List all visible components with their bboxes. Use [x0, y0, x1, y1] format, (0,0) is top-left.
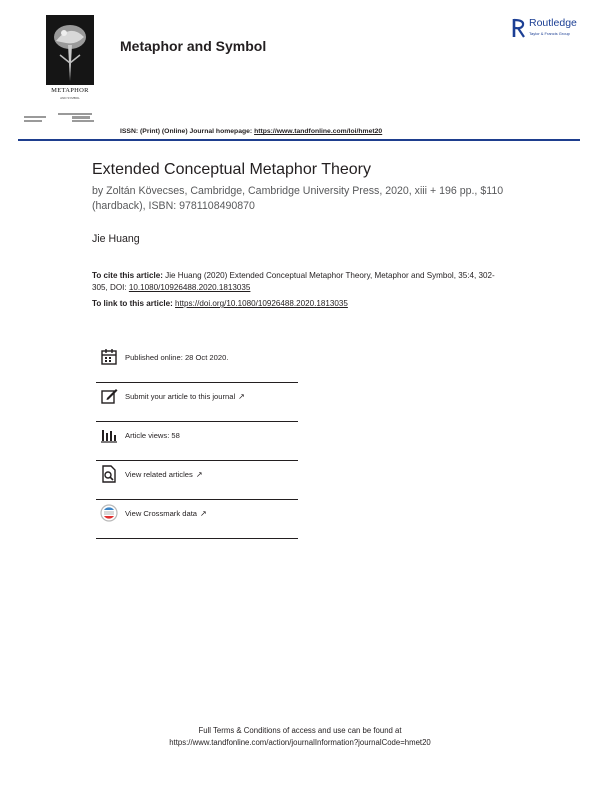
- journal-cover: [44, 15, 96, 120]
- author-name: Jie Huang: [92, 233, 140, 245]
- document-search-icon: [100, 465, 118, 483]
- header-divider: [18, 139, 580, 141]
- publisher-subtitle: Taylor & Francis Group: [529, 31, 570, 36]
- crossmark-icon: [100, 504, 118, 522]
- issn-label: ISSN: (Print) (Online) Journal homepage:: [120, 128, 253, 135]
- published-row: [96, 344, 298, 383]
- calendar-icon: [100, 348, 118, 366]
- cover-subtitle: AND SYMBOL: [60, 96, 80, 100]
- routledge-logo: [512, 17, 592, 41]
- review-byline: by Zoltán Kövecses, Cambridge, Cambridge University Press, 2020, xiii + 196 pp., $110 (hardback), ISBN: 9781108490870: [92, 185, 504, 212]
- submit-link[interactable]: [125, 392, 245, 401]
- crossmark-row[interactable]: [96, 500, 298, 539]
- footer-terms-link[interactable]: https://www.tandfonline.com/action/journalInformation?journalCode=hmet20: [169, 738, 431, 747]
- submit-label: Submit your article to this journal: [125, 392, 236, 401]
- related-row[interactable]: [96, 461, 298, 500]
- bar-chart-icon: [100, 426, 118, 444]
- related-label: View related articles: [125, 470, 193, 479]
- citation: [92, 270, 502, 293]
- journal-title: Metaphor and Symbol: [120, 38, 267, 54]
- cite-label: To cite this article:: [92, 271, 163, 280]
- cite-text: Jie Huang (2020) Extended Conceptual Metaphor Theory, Metaphor and Symbol, 35:4, 302-305, DOI:: [92, 271, 495, 292]
- external-link-icon: ↗: [195, 470, 203, 479]
- crossmark-link[interactable]: [125, 509, 207, 518]
- crossmark-label: View Crossmark data: [125, 509, 198, 518]
- external-link-icon: ↗: [238, 392, 245, 401]
- publisher-name: Routledge: [529, 17, 577, 29]
- article-doi-url[interactable]: https://doi.org/10.1080/10926488.2020.1813035: [175, 299, 348, 308]
- external-link-icon: ↗: [200, 509, 207, 518]
- routledge-r-icon: [512, 17, 526, 39]
- article-title: Extended Conceptual Metaphor Theory: [92, 161, 371, 178]
- article-views: Article views: 58: [125, 431, 180, 440]
- submit-row[interactable]: [96, 383, 298, 422]
- doi-link[interactable]: 10.1080/10926488.2020.1813035: [128, 282, 251, 292]
- article-link-line: [92, 299, 348, 308]
- journal-homepage-link[interactable]: https://www.tandfonline.com/loi/hmet20: [254, 128, 383, 135]
- cover-publisher-line: [58, 113, 92, 115]
- article-info-list: [96, 344, 298, 539]
- footer-terms-text: Full Terms & Conditions of access and use can be found at: [198, 726, 402, 735]
- related-articles-link[interactable]: [125, 470, 203, 479]
- footer: [0, 725, 600, 749]
- cover-title: METAPHOR: [51, 87, 89, 94]
- cover-artwork: [46, 15, 94, 85]
- published-date: Published online: 28 Oct 2020.: [125, 353, 229, 362]
- issn-line: [120, 128, 382, 135]
- cover-small-logos: [24, 116, 104, 128]
- views-row: [96, 422, 298, 461]
- link-label: To link to this article:: [92, 299, 176, 308]
- edit-icon: [100, 387, 118, 405]
